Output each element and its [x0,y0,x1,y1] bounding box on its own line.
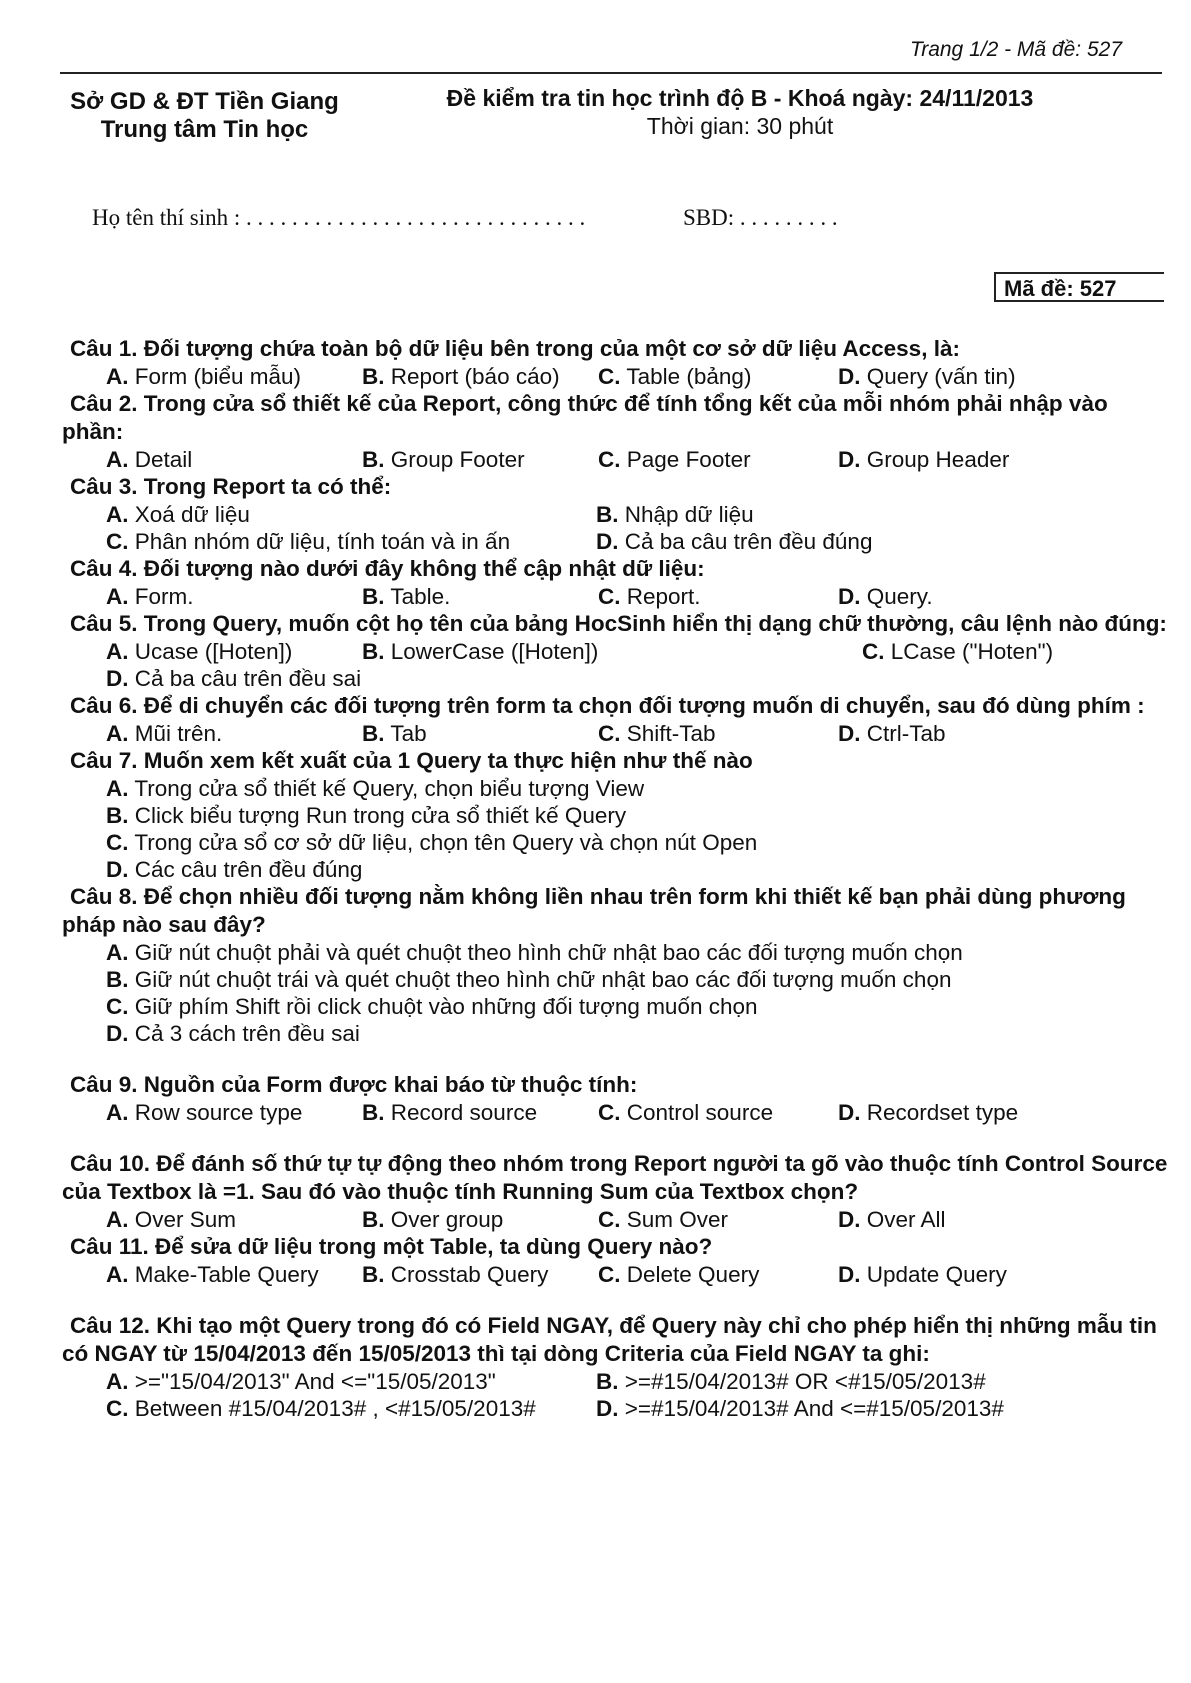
option-c: C. Table (bảng) [598,364,752,389]
option-c: C. Delete Query [598,1262,760,1287]
option-b: B. Nhập dữ liệu [596,502,754,527]
option-d: D. Query (vấn tin) [838,364,1016,389]
question-stem: Câu 10. Để đánh số thứ tự tự động theo nhóm trong Report người ta gõ vào thuộc tính Control Source của Textbox là =1. Sau đó vào thuộc tính Running Sum của Textbox chọn? [62,1151,1168,1204]
option-d: D. Ctrl-Tab [838,721,946,746]
question-11 [62,1233,1170,1288]
option-c: C. Control source [598,1100,774,1125]
option-b: B. >=#15/04/2013# OR <#15/05/2013# [596,1369,986,1394]
option-a: A. Form. [106,584,194,609]
question-stem: Câu 9. Nguồn của Form được khai báo từ thuộc tính: [70,1072,638,1097]
option-b: B. Report (báo cáo) [362,364,560,389]
exam-code-box: Mã đề: 527 [994,272,1164,302]
question-list [62,335,1170,1422]
option-c: C. Shift-Tab [598,721,716,746]
option-a: A. Form (biểu mẫu) [106,364,302,389]
question-12 [62,1312,1170,1422]
question-stem: Câu 1. Đối tượng chứa toàn bộ dữ liệu bên trong của một cơ sở dữ liệu Access, là: [70,336,960,361]
question-4 [62,555,1170,610]
question-stem: Câu 5. Trong Query, muốn cột họ tên của bảng HocSinh hiển thị dạng chữ thường, câu lệnh nào đúng: [70,611,1167,636]
option-d: D. Cả 3 cách trên đều sai [106,1021,360,1046]
question-10 [62,1150,1170,1233]
header-divider [60,72,1162,74]
question-stem: Câu 3. Trong Report ta có thể: [70,474,392,499]
option-b: B. Table. [362,584,451,609]
option-c: C. Sum Over [598,1207,729,1232]
option-a: A. >="15/04/2013" And <="15/05/2013" [106,1369,496,1394]
exam-duration: Thời gian: 30 phút [646,113,834,139]
option-a: A. Detail [106,447,193,472]
option-a: A. Xoá dữ liệu [106,502,250,527]
option-c: C. Between #15/04/2013# , <#15/05/2013# [106,1396,536,1421]
option-d: D. Over All [838,1207,946,1232]
org-line-1: Sở GD & ĐT Tiền Giang [70,88,339,115]
org-line-2: Trung tâm Tin học [100,116,309,143]
question-stem: Câu 2. Trong cửa sổ thiết kế của Report, công thức để tính tổng kết của mỗi nhóm phải nhập vào phần: [62,391,1108,444]
organization [62,88,347,144]
option-d: D. Cả ba câu trên đều sai [106,666,362,691]
option-c: C. Trong cửa sổ cơ sở dữ liệu, chọn tên Query và chọn nút Open [106,830,758,855]
option-a: A. Row source type [106,1100,303,1125]
question-stem: Câu 7. Muốn xem kết xuất của 1 Query ta thực hiện như thế nào [70,748,753,773]
question-7 [62,747,1170,883]
option-a: A. Trong cửa sổ thiết kế Query, chọn biểu tượng View [106,776,645,801]
option-c: C. LCase ("Hoten") [862,639,1054,664]
option-c: C. Report. [598,584,701,609]
question-3 [62,473,1170,555]
option-a: A. Make-Table Query [106,1262,319,1287]
question-9 [62,1071,1170,1126]
option-a: A. Mũi trên. [106,721,223,746]
option-b: B. Over group [362,1207,504,1232]
option-a: A. Over Sum [106,1207,237,1232]
question-8 [62,883,1170,1047]
option-d: D. Cả ba câu trên đều đúng [596,529,873,554]
option-c: C. Page Footer [598,447,751,472]
question-2 [62,390,1170,473]
option-b: B. LowerCase ([Hoten]) [362,639,599,664]
option-b: B. Click biểu tượng Run trong cửa sổ thiết kế Query [106,803,627,828]
question-stem: Câu 11. Để sửa dữ liệu trong một Table, ta dùng Query nào? [70,1234,713,1259]
option-d: D. >=#15/04/2013# And <=#15/05/2013# [596,1396,1004,1421]
option-b: B. Record source [362,1100,538,1125]
candidate-name-field: Họ tên thí sinh : . . . . . . . . . . . . . . . . . . . . . . . . . . . . . . [92,205,586,230]
option-b: B. Crosstab Query [362,1262,549,1287]
option-c: C. Giữ phím Shift rồi click chuột vào những đối tượng muốn chọn [106,994,758,1019]
option-a: A. Ucase ([Hoten]) [106,639,293,664]
exam-title-line-1: Đề kiểm tra tin học trình độ B - Khoá ngày: 24/11/2013 [446,85,1034,111]
question-stem: Câu 4. Đối tượng nào dưới đây không thể cập nhật dữ liệu: [70,556,705,581]
question-stem: Câu 12. Khi tạo một Query trong đó có Field NGAY, để Query này chỉ cho phép hiển thị những mẫu tin có NGAY từ 15/04/2013 đến 15/05/2013 thì tại dòng Criteria của Field NGAY ta ghi: [62,1313,1157,1366]
page-header: Trang 1/2 - Mã đề: 527 [909,38,1122,61]
question-5 [62,610,1170,692]
question-6 [62,692,1170,747]
option-a: A. Giữ nút chuột phải và quét chuột theo hình chữ nhật bao các đối tượng muốn chọn [106,940,963,965]
question-stem: Câu 6. Để di chuyển các đối tượng trên form ta chọn đối tượng muốn di chuyển, sau đó dùng phím : [70,693,1145,718]
exam-title [380,84,1100,140]
option-c: C. Phân nhóm dữ liệu, tính toán và in ấn [106,529,511,554]
option-b: B. Tab [362,721,427,746]
candidate-sbd-field: SBD: . . . . . . . . . [683,205,838,230]
question-1 [62,335,1170,390]
option-d: D. Group Header [838,447,1010,472]
question-stem: Câu 8. Để chọn nhiều đối tượng nằm không liền nhau trên form khi thiết kế bạn phải dùng phương pháp nào sau đây? [62,884,1126,937]
option-d: D. Query. [838,584,933,609]
option-b: B. Giữ nút chuột trái và quét chuột theo hình chữ nhật bao các đối tượng muốn chọn [106,967,952,992]
option-d: D. Các câu trên đều đúng [106,857,363,882]
option-d: D. Update Query [838,1262,1007,1287]
option-d: D. Recordset type [838,1100,1019,1125]
option-b: B. Group Footer [362,447,525,472]
